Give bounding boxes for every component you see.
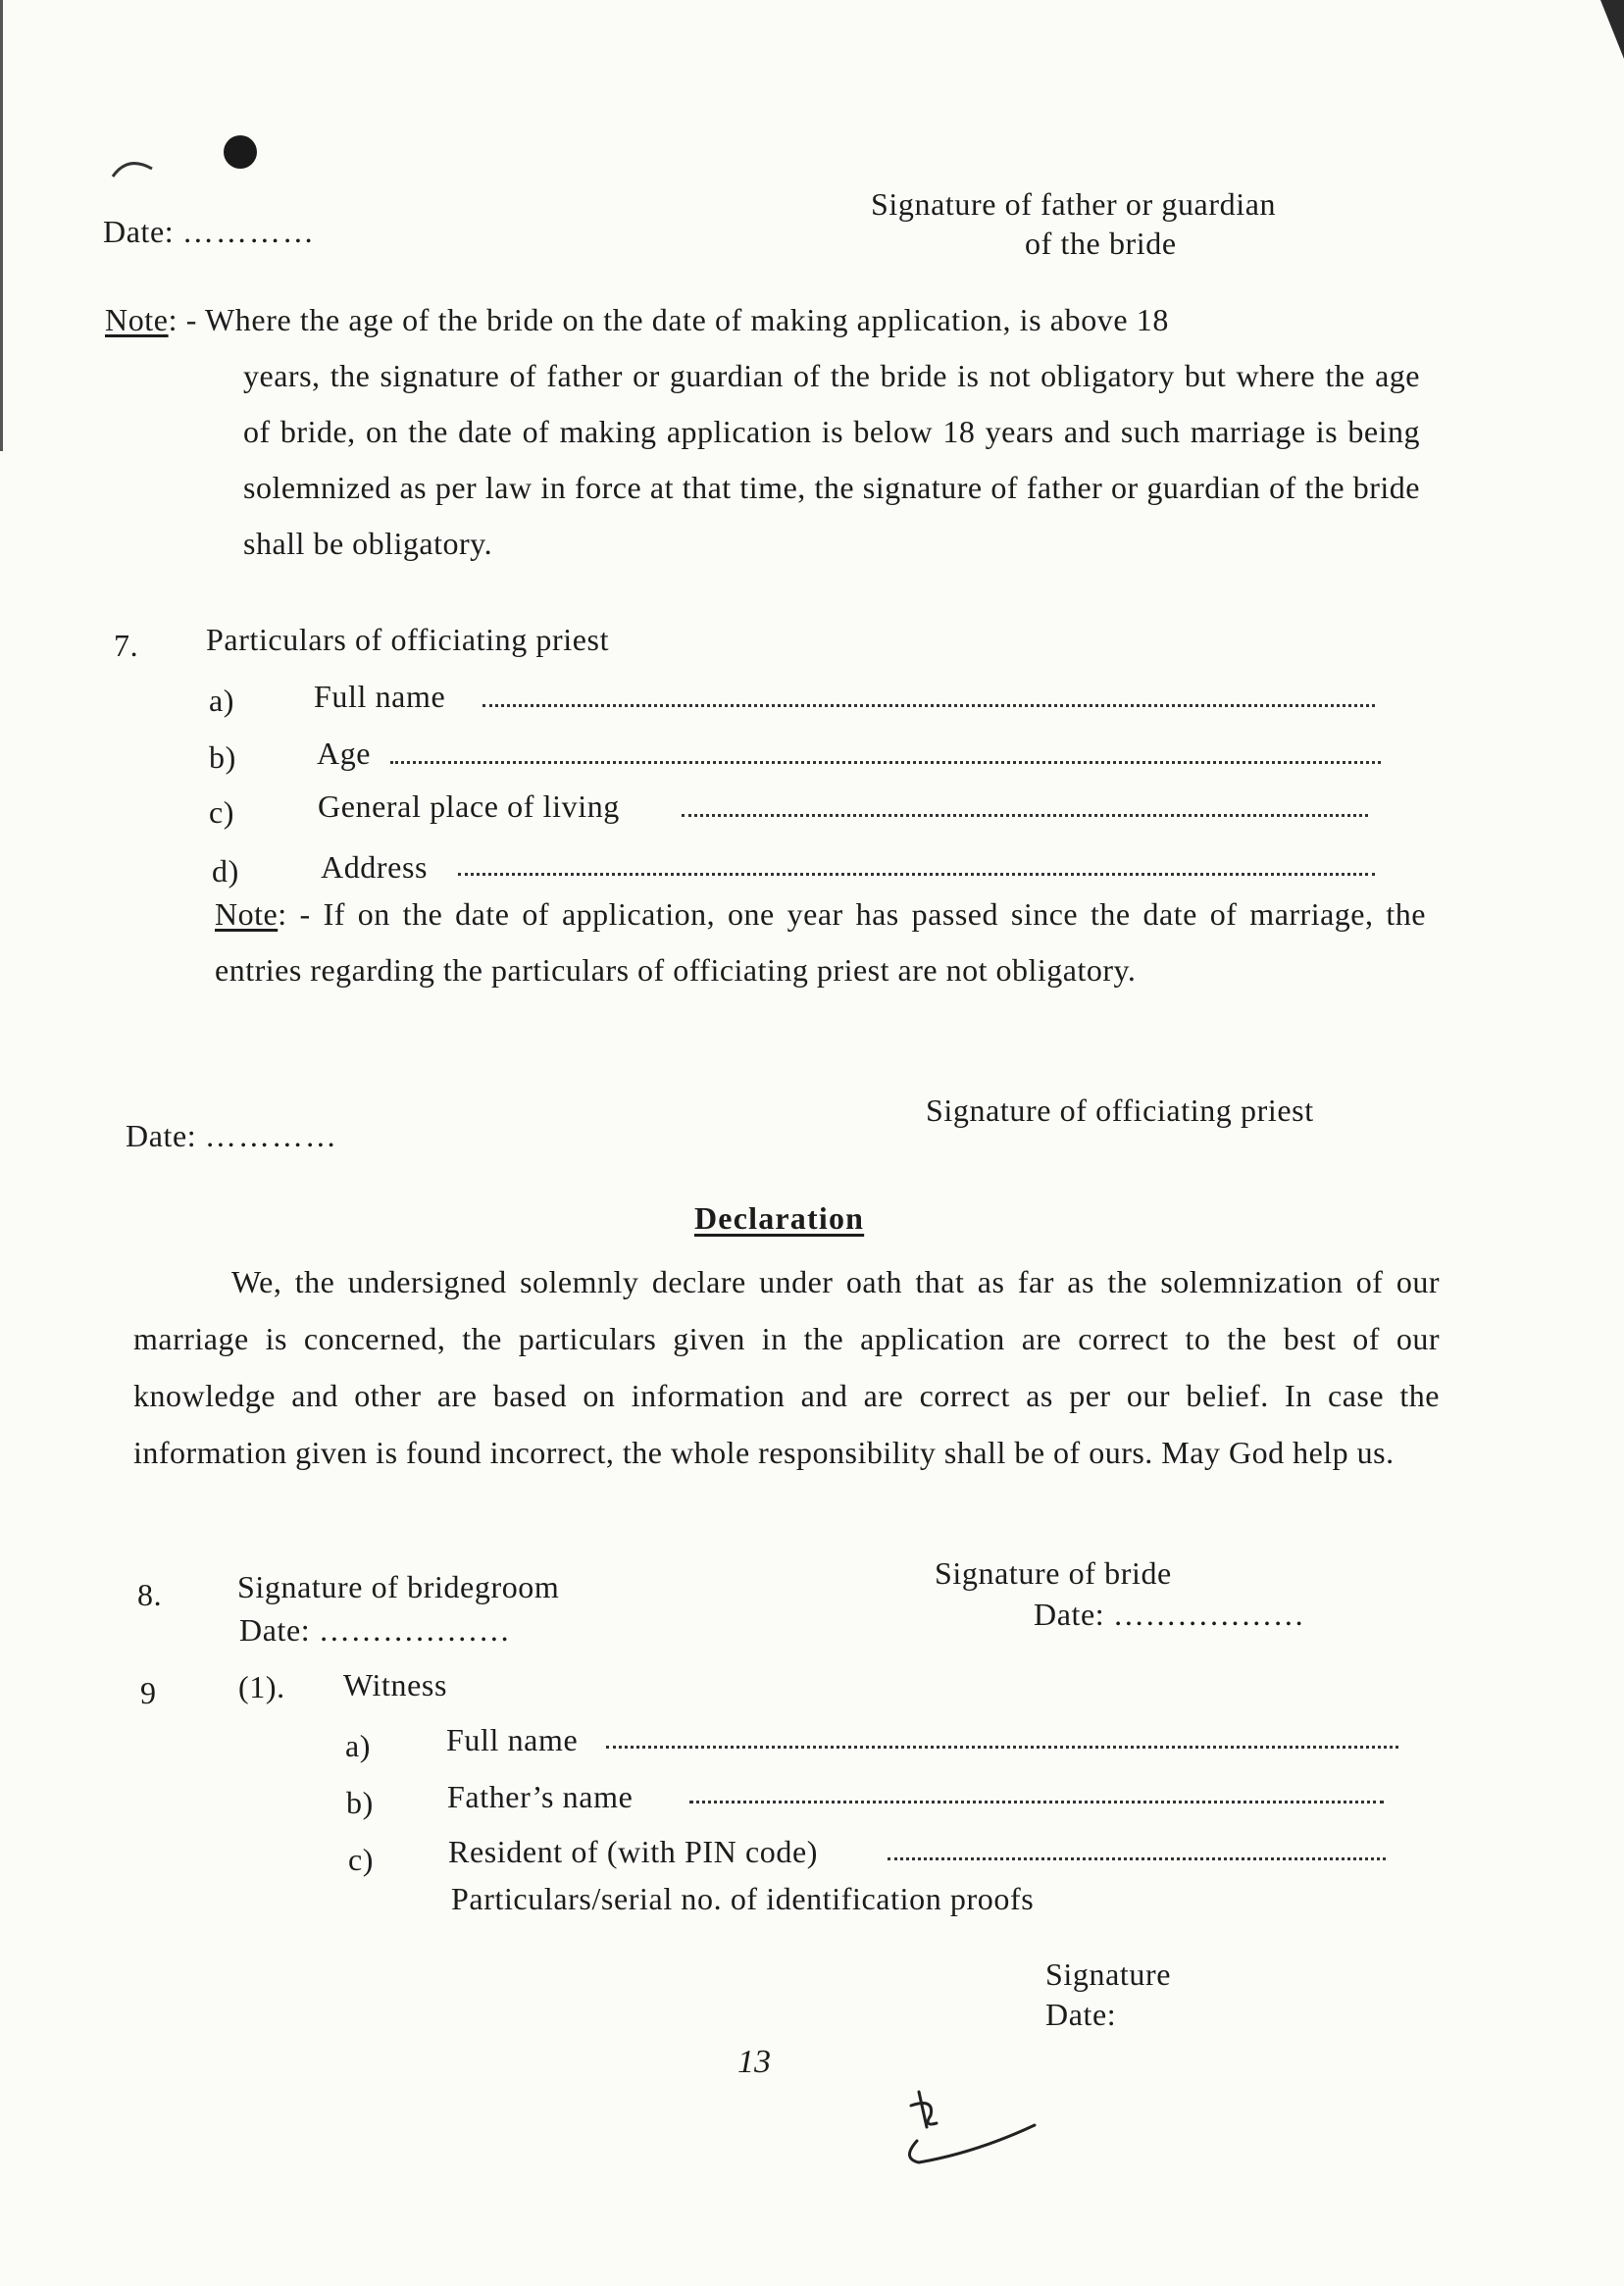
priest-address-field [458, 873, 1375, 876]
page-number: 13 [737, 2044, 771, 2080]
priest-item-d-label: Address [321, 849, 429, 885]
witness-item-a-label: Full name [446, 1722, 579, 1757]
priest-age-field [390, 761, 1381, 764]
priest-item-a-letter: a) [209, 683, 235, 718]
scribble-mark [108, 147, 167, 191]
groom-signature: Signature of bridegroom [237, 1569, 560, 1604]
note1-text-first: Where the age of the bride on the date of making application, is above 18 [204, 302, 1170, 337]
father-signature-line2: of the bride [1025, 226, 1177, 261]
section7-title: Particulars of officiating priest [206, 622, 610, 657]
note1-first-line [105, 302, 1169, 338]
priest-date [126, 1118, 338, 1154]
priest-item-d-letter: d) [212, 853, 239, 889]
section7-note-prefix: : - [278, 896, 324, 932]
section9-sub: (1). [238, 1669, 285, 1704]
witness-item-c-label: Resident of (with PIN code) [448, 1834, 819, 1869]
note1-prefix: : - [168, 302, 205, 337]
section8-number: 8. [137, 1577, 163, 1612]
bride-date: Date: ……………… [1034, 1597, 1305, 1632]
witness-proofs: Particulars/serial no. of identification proofs [451, 1881, 1035, 1916]
section7-note-label: Note [215, 896, 279, 932]
handwritten-signature [897, 2084, 1044, 2172]
section7-number: 7. [114, 628, 139, 663]
witness-date-label: Date: [1045, 1997, 1117, 2032]
top-date-dots: ………… [181, 214, 316, 249]
note1-label: Note [105, 302, 169, 337]
father-signature-line1: Signature of father or guardian [871, 186, 1277, 222]
section7-note-text: If on the date of application, one year has passed since the date of marriage, the entries regarding the particulars of officiating priest are not obligatory. [215, 896, 1427, 988]
scan-edge [0, 0, 3, 451]
priest-place-field [682, 814, 1368, 817]
priest-item-c-letter: c) [209, 794, 235, 830]
witness-item-b-letter: b) [346, 1785, 374, 1820]
witness-item-b-label: Father’s name [447, 1779, 634, 1814]
witness-item-c-letter: c) [348, 1842, 375, 1877]
priest-item-b-label: Age [317, 736, 372, 771]
top-date-label: Date: [103, 214, 175, 249]
witness-title: Witness [343, 1667, 448, 1702]
bride-signature: Signature of bride [935, 1555, 1172, 1591]
priest-item-c-label: General place of living [318, 788, 620, 824]
note1-text-rest: years, the signature of father or guardian of the bride is not obligatory but where the age of bride, on the date of making application is below 18 years and such marriage is being solemnized as per law in force at that time, the signature of father or guardian of the bride shall be obligatory. [243, 358, 1420, 561]
groom-date: Date: ……………… [239, 1612, 511, 1648]
declaration-heading: Declaration [694, 1200, 865, 1236]
section9-number: 9 [140, 1675, 157, 1710]
priest-full-name-field [482, 704, 1375, 707]
declaration-text: We, the undersigned solemnly declare under oath that as far as the solemnization of our marriage is concerned, the particulars given in the application are correct to the best of our knowledge and other are based on information and are correct as per our belief. In case the information given is found incorrect, the whole responsibility shall be of ours. May God help us. [133, 1264, 1440, 1470]
top-date [103, 214, 316, 250]
section7-note [215, 887, 1426, 998]
punch-dot [224, 135, 257, 169]
witness-resident-field [888, 1857, 1386, 1860]
witness-father-name-field [689, 1801, 1384, 1803]
witness-full-name-field [606, 1746, 1398, 1749]
priest-signature-label: Signature of officiating priest [926, 1092, 1314, 1128]
priest-item-b-letter: b) [209, 739, 236, 775]
priest-date-dots: ………… [204, 1118, 338, 1153]
priest-item-a-label: Full name [314, 679, 446, 714]
scan-corner [1600, 0, 1624, 59]
witness-item-a-letter: a) [345, 1728, 372, 1763]
witness-signature-label: Signature [1045, 1956, 1172, 1992]
priest-date-label: Date: [126, 1118, 197, 1153]
